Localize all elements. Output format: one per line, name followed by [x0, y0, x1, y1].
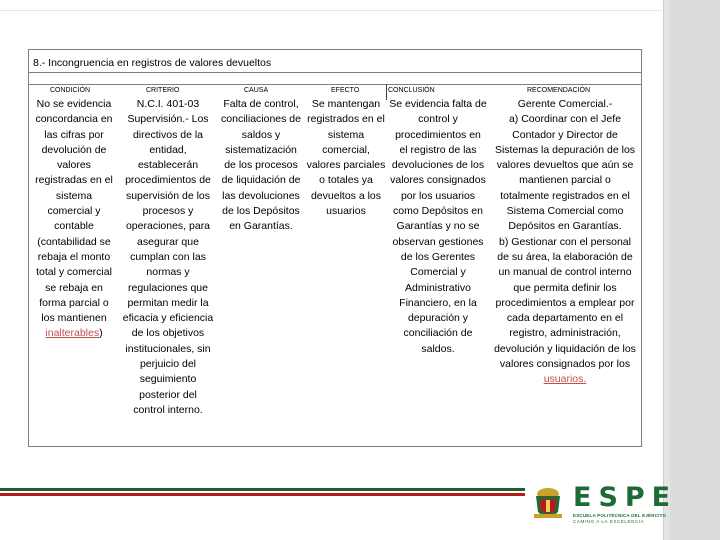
header-divider — [28, 84, 642, 85]
cell-conclusion — [386, 97, 490, 357]
header-efecto: EFECTO — [331, 87, 360, 94]
top-divider — [0, 10, 662, 11]
header-conclusion: CONCLUSIÓN — [388, 87, 435, 94]
condicion-tail: ) — [99, 327, 103, 340]
title-divider — [28, 72, 642, 73]
causa-text: Falta de control, conciliaciones de saldos y sistematización de los procesos de liquidación de las devoluciones de los Depósitos en Garantías. — [221, 98, 301, 233]
footer-green-bar — [0, 488, 525, 491]
school-motto: CAMINO A LA EXCELENCIA — [573, 519, 645, 524]
header-recomendacion: RECOMENDACIÓN — [527, 87, 591, 94]
cell-condicion — [30, 97, 118, 342]
school-name: ESCUELA POLITÉCNICA DEL EJÉRCITO — [573, 513, 667, 518]
espe-wordmark: ESPE — [573, 482, 678, 513]
efecto-text: Se mantengan registrados en el sistema comercial, valores parciales o totales ya devueltos a los usuarios — [306, 98, 386, 218]
right-decorative-band — [663, 0, 720, 540]
footer-red-bar — [0, 493, 525, 496]
slide-title: 8.- Incongruencia en registros de valores devueltos — [33, 57, 272, 69]
espe-logo — [528, 482, 678, 527]
crest-icon — [530, 484, 566, 524]
inalterables-link[interactable]: inalterables — [45, 327, 100, 340]
conclusion-text: Se evidencia falta de control y procedimientos en el registro de las devoluciones de los valores consignados por los usuarios como Depósitos en Garantías y no se observan gestiones de los Gerentes Comercial y Administrativo Financiero, en la depuración y conciliación de saldos. — [389, 98, 487, 355]
recomendacion-text: Gerente Comercial.- a) Coordinar con el Jefe Contador y Director de Sistemas la depuración de los valores devueltos que aún se mantienen parcial o totalmente registrados en el Sistema Comercial como Depósitos en Garantías. b) Gestionar con el personal de su área, la elaboración de un manual de control interno que permita definir los procedimientos a emplear por cada departamento en el registro, administración, devolución y liquidación de los valores consignados por los — [494, 98, 636, 371]
cell-efecto — [303, 97, 389, 219]
cell-causa — [215, 97, 307, 235]
header-criterio: CRITERIO — [146, 87, 180, 94]
usuarios-link[interactable]: usuarios. — [543, 373, 587, 386]
header-condicion: CONDICIÓN — [50, 87, 91, 94]
cell-criterio — [116, 97, 220, 418]
criterio-text: N.C.I. 401-03 Supervisión.- Los directivos de la entidad, establecerán procedimientos de supervisión de los procesos y operaciones, para asegurar que cumplan con las normas y regulaciones que permitan medir la eficacia y eficiencia de los objetivos institucionales, sin perjuicio del seguimiento posterior del control interno. — [122, 98, 214, 416]
header-causa: CAUSA — [244, 87, 269, 94]
condicion-text: No se evidencia concordancia en las cifras por devolución de valores registradas en el sistema comercial y contable (contabilidad se rebaja el monto total y comercial se rebaja en forma parcial o los mantienen — [35, 98, 113, 325]
right-band-inner — [670, 0, 720, 540]
cell-recomendacion — [489, 97, 641, 388]
